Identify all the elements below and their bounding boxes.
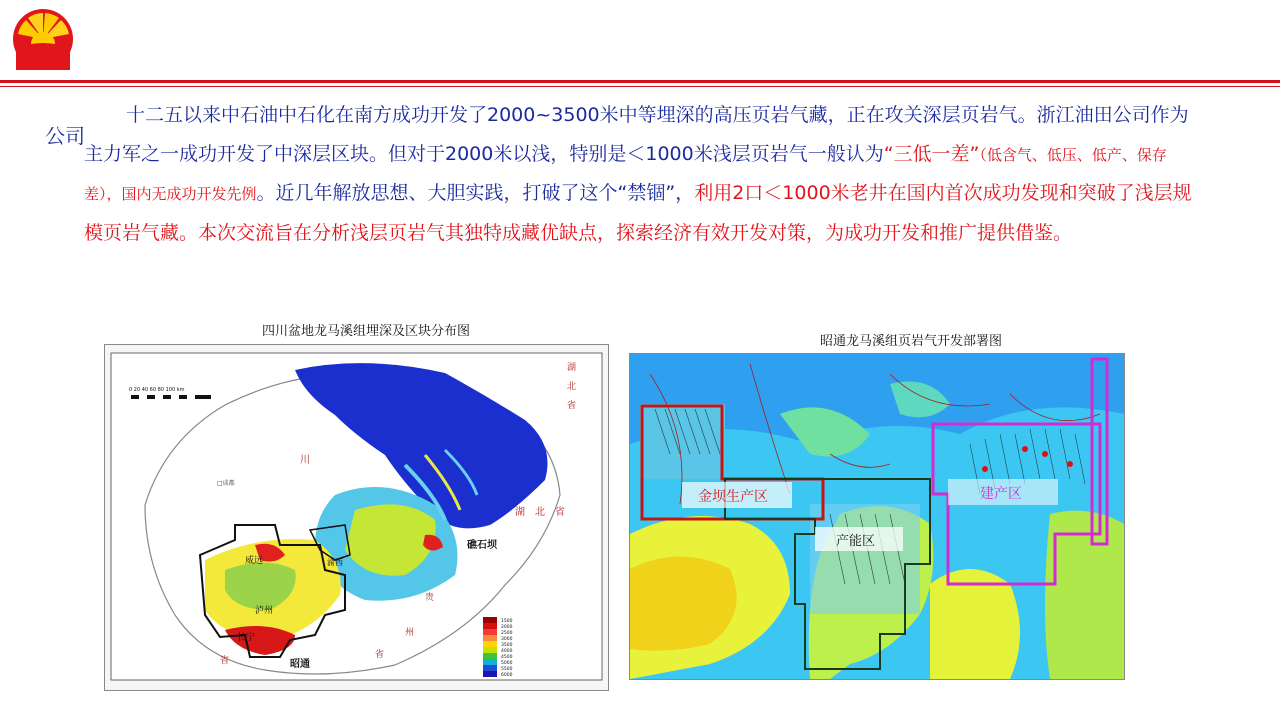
label-hubei-side: 湖 北 省 [515, 507, 565, 518]
figure-right-caption: 昭通龙马溪组页岩气开发部署图 [820, 334, 1003, 349]
label-luzhou: 泸州 [255, 606, 274, 616]
legend-value: 2500 [501, 631, 513, 636]
header-rule [0, 80, 1280, 83]
legend-value: 3000 [501, 637, 513, 642]
para-text-1: 十二五以来中石油中石化在南方成功开发了2000~3500米中等埋深的高压页岩气藏，正在攻关深层页岩气。浙江油田公司作为主力军之一成功开发了中深层区块。但对于2000米以浅，特别是＜1000米浅层页岩气一般认为 [84, 104, 1189, 165]
zhaotong-deployment-map [629, 353, 1125, 680]
label-sheng-left: 省 [220, 656, 230, 666]
label-chengdu: □成都 [217, 480, 235, 487]
label-jinba-area: 金坝生产区 [698, 489, 768, 505]
label-guizhou-1: 贵 [425, 593, 435, 603]
sichuan-basin-map [104, 344, 609, 691]
para-text-5: 利用2口＜1000米老井在国内首次成功发现和突破了浅层规模页岩气藏。 [84, 182, 1192, 244]
side-label: 公司 [45, 124, 85, 148]
para-text-2: “三低一差” [883, 142, 980, 165]
figure-left-caption: 四川盆地龙马溪组埋深及区块分布图 [262, 324, 471, 339]
intro-paragraph [84, 96, 1194, 252]
label-hubei-top-1: 湖 [567, 363, 577, 373]
legend-value: 1500 [501, 619, 513, 624]
label-capacity-area: 产能区 [836, 534, 876, 549]
legend-value: 4500 [501, 655, 513, 660]
label-sichuan: 川 [300, 455, 310, 466]
scale-bar-label: 0 20 40 60 80 100 km [129, 387, 185, 393]
label-hubei-top-2: 北 [567, 382, 577, 392]
label-guizhou-2: 州 [405, 628, 415, 638]
label-yuxi: 渝西 [327, 558, 343, 567]
label-changning: 长宁 [237, 633, 256, 643]
company-logo [12, 8, 74, 70]
label-construction-area: 建产区 [980, 486, 1022, 502]
legend-value: 5000 [501, 661, 513, 666]
label-jiaoshiba: 礁石坝 [467, 540, 497, 551]
label-zhaotong: 昭通 [290, 659, 310, 670]
header-rule-thin [0, 86, 1280, 87]
legend-value: 2000 [501, 625, 513, 630]
legend-value: 6000 [501, 673, 513, 678]
para-text-3: （低含气、低压、低产、保存差），国内无成功开发先例 [84, 145, 1167, 203]
para-text-4: 。近几年解放思想、大胆实践，打破了这个“禁锢”， [256, 182, 695, 204]
para-text-6: 本次交流旨在分析浅层页岩气其独特成藏优缺点，探索经济有效开发对策，为成功开发和推广提供借鉴。 [198, 221, 1073, 244]
legend-value: 5500 [501, 667, 513, 672]
legend-value: 4000 [501, 649, 513, 654]
label-weiyuan: 威远 [245, 556, 264, 566]
label-guizhou-3: 省 [375, 650, 385, 660]
label-hubei-top-3: 省 [567, 401, 577, 411]
legend-value: 3500 [501, 643, 513, 648]
